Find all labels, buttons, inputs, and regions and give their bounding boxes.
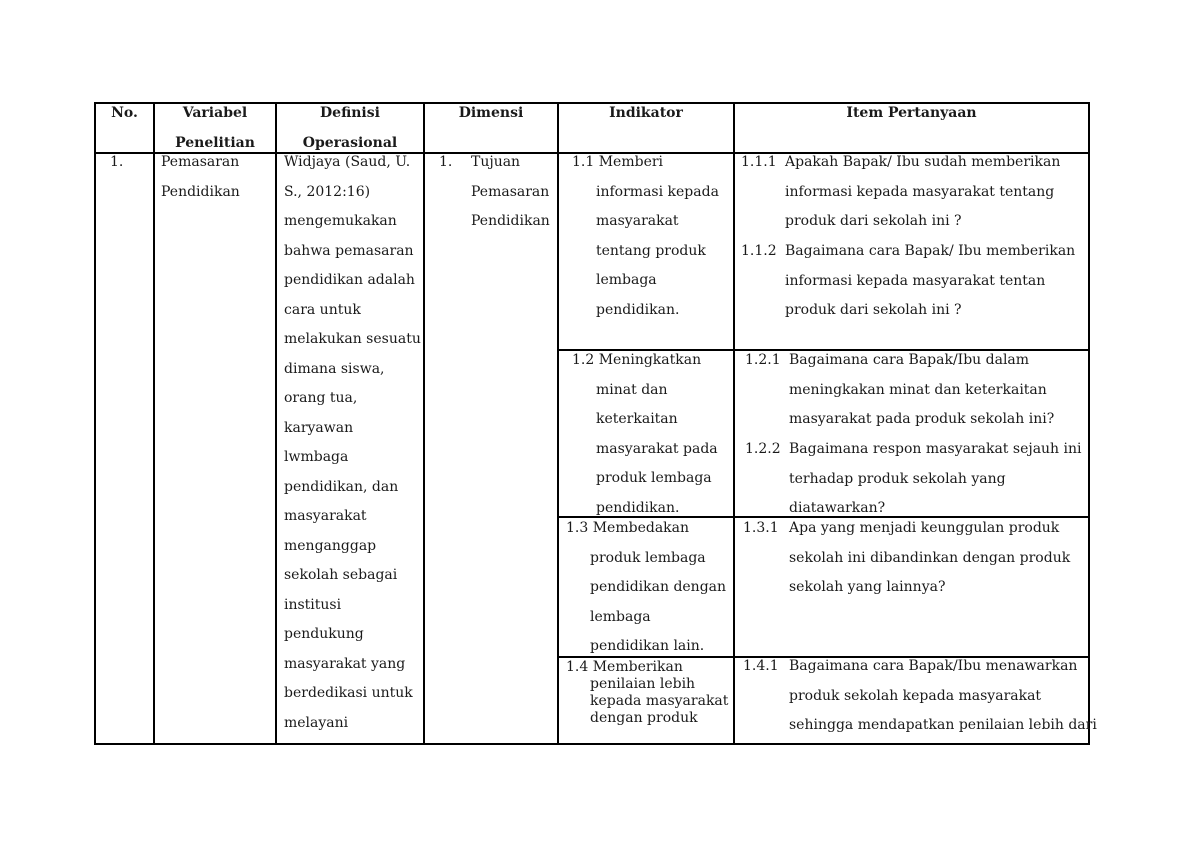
- item-1-2-1: Bagaimana cara Bapak/Ibu dalam meningkakan minat dan keterkaitan masyarakat pada produk sekolah ini?: [789, 352, 1055, 427]
- item-1-1-1-number: 1.1.1: [741, 154, 777, 170]
- header-indikator: Indikator: [609, 105, 683, 121]
- indicator-1-2: 1.2 Meningkatkan minat dan keterkaitan masyarakat pada produk lembaga pendidikan.: [572, 352, 718, 516]
- variabel-cell: Pemasaran Pendidikan: [161, 154, 240, 200]
- dimensi-cell: Tujuan Pemasaran Pendidikan: [471, 154, 550, 229]
- table-border-left: [94, 102, 96, 745]
- table-border-right: [1088, 102, 1090, 745]
- row-number: 1.: [110, 154, 124, 170]
- item-1-3-1-number: 1.3.1: [743, 520, 779, 536]
- definisi-cell: Widjaya (Saud, U. S., 2012:16) mengemukakan bahwa pemasaran pendidikan adalah cara untuk melakukan sesuatu dimana siswa, orang tua, karyawan lwmbaga pendidikan, dan masyarakat menganggap sekolah sebagai institusi pendukung masyarakat yang berdedikasi untuk melayani: [284, 154, 421, 731]
- column-line: [153, 102, 155, 745]
- column-line: [557, 102, 559, 745]
- item-1-2-1-number: 1.2.1: [745, 352, 781, 368]
- header-dimensi: Dimensi: [458, 105, 524, 121]
- item-1-2-2: Bagaimana respon masyarakat sejauh ini terhadap produk sekolah yang diatawarkan?: [789, 441, 1082, 516]
- table-border-bottom: [94, 743, 1090, 745]
- indicator-1-1: 1.1 Memberi informasi kepada masyarakat tentang produk lembaga pendidikan.: [572, 154, 719, 318]
- column-line: [423, 102, 425, 745]
- header-variabel: Variabel Penelitian: [175, 105, 255, 151]
- column-line: [733, 102, 735, 745]
- item-1-4-1-number: 1.4.1: [743, 658, 779, 674]
- item-1-4-1: Bagaimana cara Bapak/Ibu menawarkan produk sekolah kepada masyarakat sehingga mendapatkan penilaian lebih dari: [789, 658, 1097, 733]
- item-1-1-2-number: 1.1.2: [741, 243, 777, 259]
- item-1-1-2: Bagaimana cara Bapak/ Ibu memberikan informasi kepada masyarakat tentan produk dari sekolah ini ?: [785, 243, 1076, 318]
- item-1-3-1: Apa yang menjadi keunggulan produk sekolah ini dibandinkan dengan produk sekolah yang lainnya?: [789, 520, 1071, 595]
- indicator-1-3: 1.3 Membedakan produk lembaga pendidikan dengan lembaga pendidikan lain.: [566, 520, 727, 654]
- dimensi-number: 1.: [439, 154, 453, 170]
- item-1-1-1: Apakah Bapak/ Ibu sudah memberikan informasi kepada masyarakat tentang produk dari sekolah ini ?: [785, 154, 1061, 229]
- header-definisi: Definisi Operasional: [302, 105, 398, 151]
- header-item-pertanyaan: Item Pertanyaan: [846, 105, 977, 121]
- item-1-2-2-number: 1.2.2: [745, 441, 781, 457]
- column-line: [275, 102, 277, 745]
- indicator-1-4: 1.4 Memberikan penilaian lebih kepada masyarakat dengan produk: [566, 659, 729, 726]
- header-no: No.: [111, 105, 138, 121]
